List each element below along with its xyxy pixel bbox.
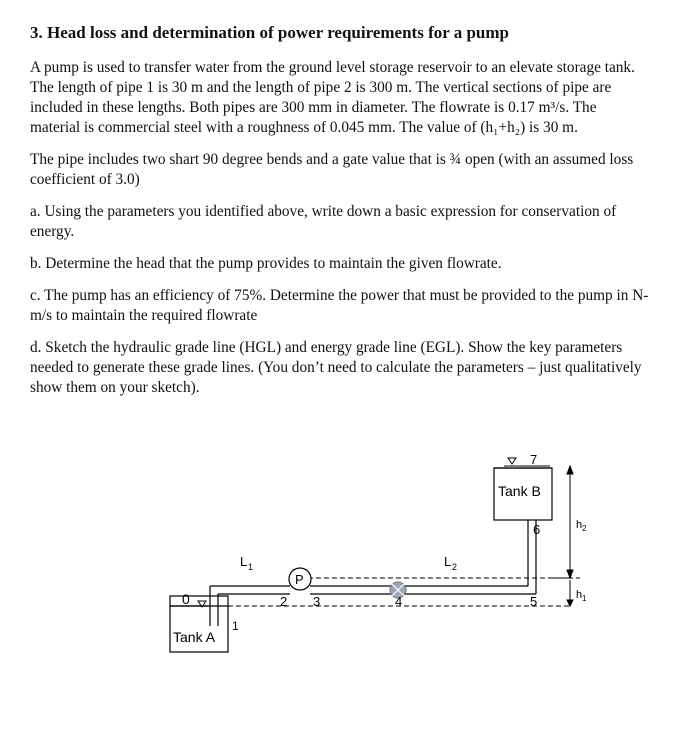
- problem-description: [30, 58, 682, 138]
- h1-label: h: [576, 589, 583, 601]
- point-6-label: 6: [533, 522, 541, 537]
- part-c: [30, 286, 682, 326]
- part-b-line-1: b. Determine the head that the pump provides to maintain the given flowrate.: [30, 255, 502, 272]
- h1-arrow-bottom: [567, 600, 573, 606]
- pump-label: P: [295, 572, 304, 587]
- fittings-line-1: The pipe includes two shart 90 degree bends and a gate value that is ¾ open (with an assumed loss: [30, 151, 634, 168]
- h2-subscript: 2: [582, 524, 587, 533]
- part-d: [30, 338, 682, 398]
- intro-line-2: The length of pipe 1 is 30 m and the length of pipe 2 is 300 m. The vertical sections of pipe are: [30, 79, 612, 96]
- part-c-line-2: m/s to maintain the required flowrate: [30, 307, 258, 324]
- tank-a-label: Tank A: [173, 629, 216, 645]
- intro-line-3: included in these lengths. Both pipes are 300 mm in diameter. The flowrate is 0.17 m³/s. The: [30, 99, 597, 116]
- pipe-2-label: L: [444, 554, 452, 569]
- pipe-1-subscript: 1: [248, 562, 254, 572]
- part-d-line-1: d. Sketch the hydraulic grade line (HGL) and energy grade line (EGL). Show the key parameters: [30, 339, 623, 356]
- question-page: [30, 22, 682, 410]
- intro-line-4: material is commercial steel with a roughness of 0.045 mm. The value of (h₁+h₂) is 30 m.: [30, 119, 578, 136]
- tank-b-label: Tank B: [498, 483, 541, 499]
- part-a-line-2: energy.: [30, 223, 75, 240]
- fittings-description: [30, 150, 682, 190]
- point-0-label: 0: [182, 591, 190, 607]
- part-a-line-1: a. Using the parameters you identified above, write down a basic expression for conservation of: [30, 203, 617, 220]
- part-d-line-3: show them on your sketch).: [30, 379, 200, 396]
- intro-line-1: A pump is used to transfer water from the ground level storage reservoir to an elevate storage tank.: [30, 59, 635, 76]
- h1-subscript: 1: [582, 594, 587, 603]
- pipe-1-label: L: [240, 554, 248, 569]
- question-title: 3. Head loss and determination of power requirements for a pump: [30, 23, 510, 42]
- point-2-label: 2: [280, 594, 288, 609]
- point-7-label: 7: [530, 452, 538, 467]
- point-1-label: 1: [232, 619, 239, 633]
- point-4-label: 4: [395, 594, 403, 609]
- part-a: [30, 202, 682, 242]
- point-3-label: 3: [313, 594, 321, 609]
- tank-b-surface-marker: [508, 458, 516, 464]
- pipe-2-subscript: 2: [452, 562, 458, 572]
- h2-label: h: [576, 519, 583, 531]
- h2-arrow-top: [567, 466, 573, 474]
- part-d-line-2: needed to generate these grade lines. (You don’t need to calculate the parameters – just qualitatively: [30, 359, 642, 376]
- part-c-line-1: c. The pump has an efficiency of 75%. Determine the power that must be provided to the pump in N-: [30, 287, 649, 304]
- part-b: [30, 254, 682, 274]
- fittings-line-2: coefficient of 3.0): [30, 171, 140, 188]
- h2-arrow-bottom: [567, 570, 573, 578]
- pump-system-diagram: [160, 446, 620, 656]
- point-5-label: 5: [530, 594, 538, 609]
